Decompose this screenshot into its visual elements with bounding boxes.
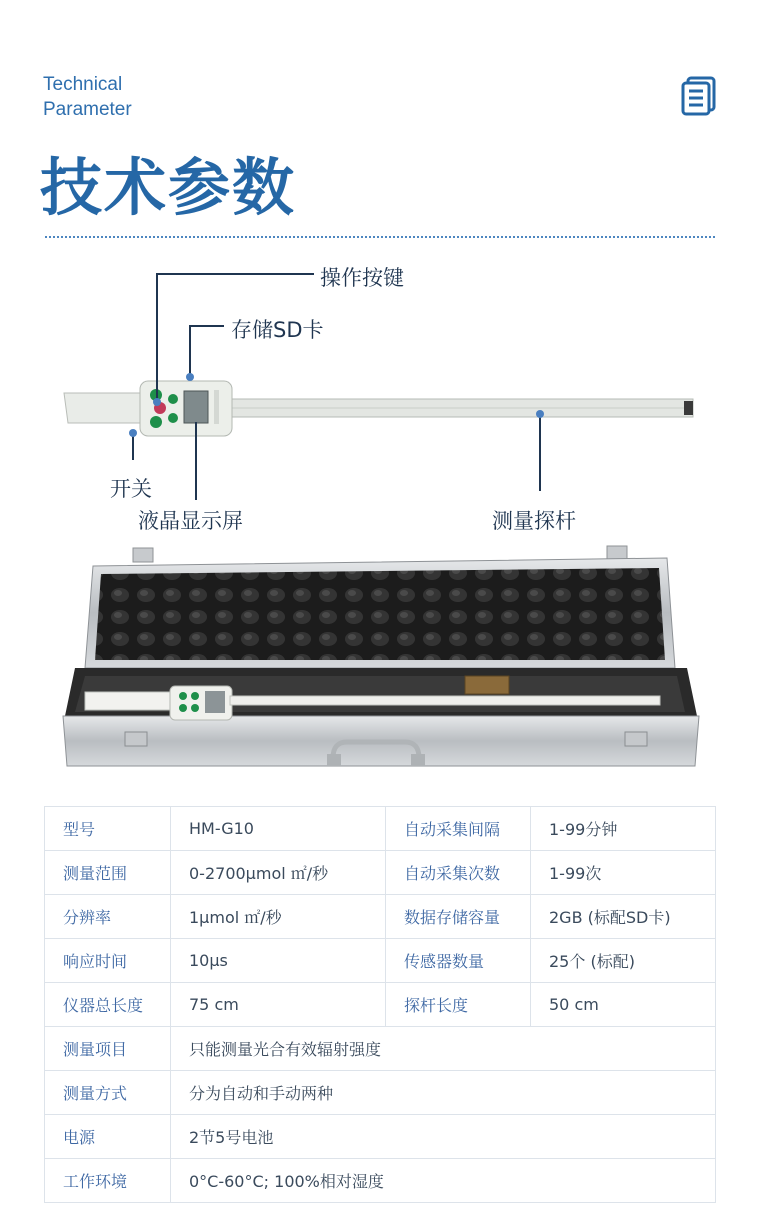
spec-label-secondary: 自动采集间隔 [386,807,531,851]
spec-label: 型号 [45,807,171,851]
spec-label: 电源 [45,1115,171,1159]
callout-lcd: 液晶显示屏 [138,509,243,533]
callout-buttons: 操作按键 [320,266,404,290]
header-divider [45,236,715,238]
spec-value-secondary: 2GB (标配SD卡) [531,895,716,939]
spec-label: 测量项目 [45,1027,171,1071]
header-en-title [43,72,132,122]
spec-value: 1μmol ㎡/秒 [171,895,386,939]
page-title: 技术参数 [40,151,297,224]
spec-value: HM-G10 [171,807,386,851]
spec-value-secondary: 50 cm [531,983,716,1027]
spec-value: 10μs [171,939,386,983]
spec-value-secondary: 1-99分钟 [531,807,716,851]
callout-power: 开关 [110,477,152,501]
spec-row [45,1115,716,1159]
spec-row [45,983,716,1027]
spec-value: 只能测量光合有效辐射强度 [171,1027,716,1071]
spec-value: 分为自动和手动两种 [171,1071,716,1115]
spec-row [45,851,716,895]
spec-label: 仪器总长度 [45,983,171,1027]
spec-row [45,1071,716,1115]
header-en-line1: Technical [43,74,123,95]
spec-label-secondary: 自动采集次数 [386,851,531,895]
callout-sd-card: 存储SD卡 [231,318,324,342]
spec-row [45,807,716,851]
spec-label-secondary: 探杆长度 [386,983,531,1027]
header-en-line2: Parameter [43,99,132,120]
spec-label: 工作环境 [45,1159,171,1203]
spec-label-secondary: 传感器数量 [386,939,531,983]
spec-row [45,939,716,983]
spec-value: 75 cm [171,983,386,1027]
spec-value-secondary: 1-99次 [531,851,716,895]
spec-label: 测量范围 [45,851,171,895]
spec-row [45,1027,716,1071]
spec-label: 测量方式 [45,1071,171,1115]
callout-probe: 测量探杆 [492,509,576,533]
spec-label: 响应时间 [45,939,171,983]
document-list-icon [680,76,718,116]
spec-row [45,1159,716,1203]
spec-row [45,895,716,939]
spec-value: 0°C-60°C; 100%相对湿度 [171,1159,716,1203]
spec-table [44,806,716,1203]
spec-label: 分辨率 [45,895,171,939]
spec-value-secondary: 25个 (标配) [531,939,716,983]
spec-value: 2节5号电池 [171,1115,716,1159]
spec-value: 0-2700μmol ㎡/秒 [171,851,386,895]
spec-label-secondary: 数据存储容量 [386,895,531,939]
carrying-case-image [55,540,705,790]
